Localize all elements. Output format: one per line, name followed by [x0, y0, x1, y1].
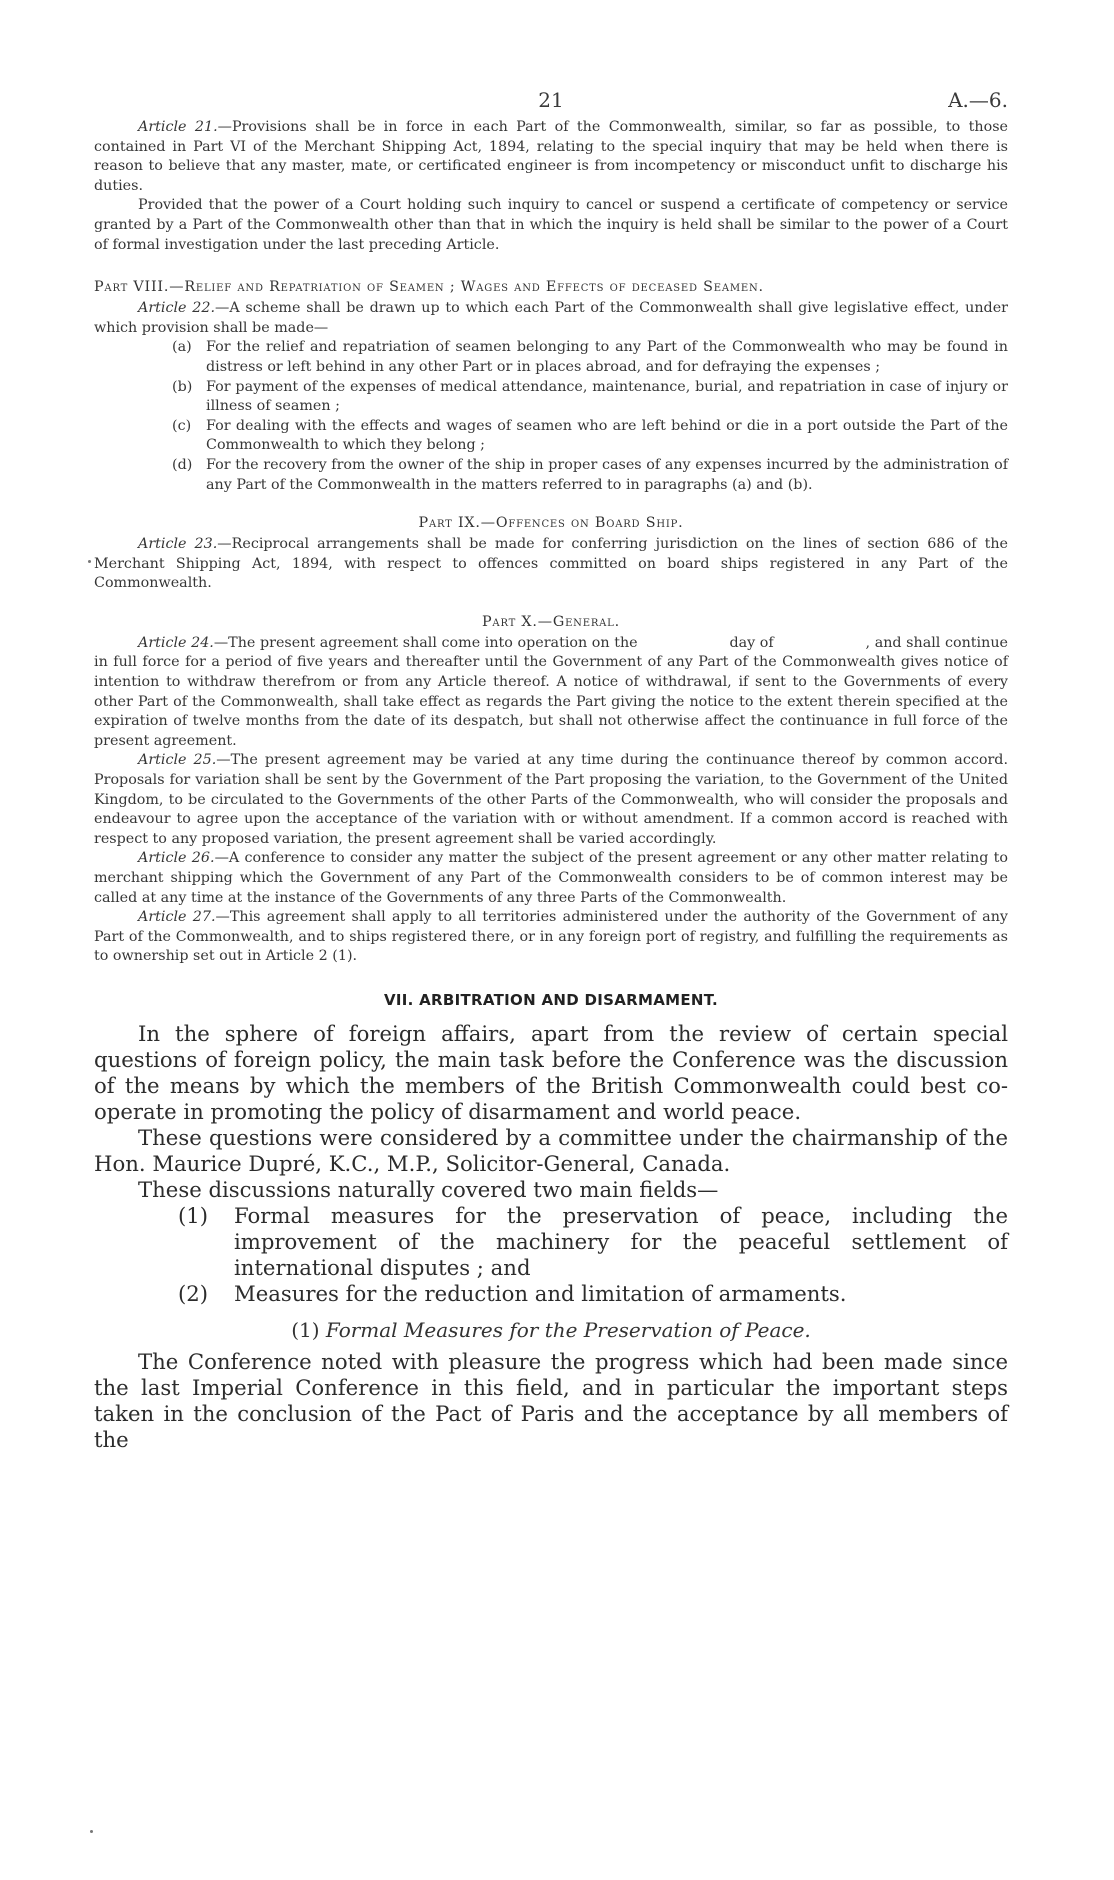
article-text: —Provisions shall be in force in each Part of the Commonwealth, similar, so far as possible, to those contained in Part VI of the Merchant Shipping Act, 1894, relating to the special inquiry that may be held when there is reason to believe that any master, mate, or certificated engineer is from incompetency or misconduct unfit to discharge his duties.: [94, 119, 1008, 194]
list-item: (a) For the relief and repatriation of seamen belonging to any Part of the Commonwealth who may be found in distress or left behind in any other Part or in places abroad, and for defraying the expenses ;: [172, 339, 1008, 375]
article-text: —Reciprocal arrangements shall be made for conferring jurisdiction on the lines of section 686 of the Merchant Shipping Act, 1894, with respect to offences committed on board ships registered in any Part of the Commonwealth.: [94, 536, 1008, 592]
article-text: —The present agreement may be varied at any time during the continuance thereof by common accord. Proposals for variation shall be sent by the Government of the Part proposing the variation, to the Government of the United Kingdom, to be circulated to the Governments of the other Parts of the Commonwealth, who will consider the proposals and endeavour to agree upon the acceptance of the variation with or without amendment. If a common accord is reached with respect to any proposed variation, the present agreement shall be varied accordingly.: [94, 752, 1008, 847]
article-label: Article 25.: [138, 752, 217, 769]
document-page: [94, 88, 1013, 1453]
list-item: (1) Formal measures for the preservation of peace, including the improvement of the machinery for the peaceful settlement of international disputes ; and: [178, 1202, 1008, 1280]
paragraph: These discussions naturally covered two main fields—: [138, 1176, 719, 1202]
article-text: —The present agreement shall come into operation on the day of , and shall continue in full force for a period of five years and thereafter until the Government of any Part of the Commonwealth gives notice of intention to withdraw therefrom or from any Article thereof. A notice of withdrawal, if sent to the Governments of every other Part of the Commonwealth, shall take effect as regards the Part giving the notice to the extent therein specified at the expiration of twelve months from the date of its despatch, but shall not otherwise affect the continuance in full force of the present agreement.: [94, 634, 1013, 749]
article-label: Article 26.: [138, 850, 215, 867]
article-25: [94, 751, 1008, 849]
subheading: (1) Formal Measures for the Preservation of Peace.: [291, 1317, 811, 1342]
paragraph: In the sphere of foreign affairs, apart from the review of certain special questions of foreign policy, the main task before the Conference was the discussion of the means by which the members of the British Commonwealth could best co-operate in promoting the policy of disarmament and world peace.: [94, 1020, 1008, 1124]
article-label: Article 27.: [138, 909, 216, 926]
article-26: [94, 849, 1008, 908]
list-item: (c) For dealing with the effects and wages of seamen who are left behind or die in a port outside the Part of the Commonwealth to which they belong ;: [172, 417, 1008, 454]
article-27: [94, 908, 1008, 967]
shipping-agreement-text: [94, 118, 1013, 967]
page-number: 21: [538, 88, 564, 112]
page-header: [94, 88, 1008, 118]
article-label: Article 22.: [138, 300, 216, 317]
list-item: (2) Measures for the reduction and limitation of armaments.: [178, 1280, 847, 1306]
article-label: Article 23.: [138, 536, 218, 553]
article-23: [94, 535, 1008, 594]
article-24: [94, 634, 1013, 752]
section-title: VII. ARBITRATION AND DISARMAMENT.: [383, 990, 719, 1009]
paragraph: The Conference noted with pleasure the progress which had been made since the last Imperial Conference in this field, and in particular the important steps taken in the conclusion of the Pact of Paris and the acceptance by all members of the: [94, 1348, 1008, 1452]
article-22-list: [94, 338, 1008, 495]
article-label: Article 21.: [138, 119, 218, 135]
article-22: [94, 299, 1008, 338]
article-21-proviso: Provided that the power of a Court holding such inquiry to cancel or suspend a certificate of competency or service granted by a Part of the Commonwealth other than that in which the inquiry is held shall be similar to the power of a Court of formal investigation under the last preceding Article.: [94, 197, 1008, 253]
article-label: Article 24.: [138, 634, 214, 651]
section-body: [94, 1021, 1008, 1453]
part-8-heading: Part VIII.—Relief and Repatriation of Seamen ; Wages and Effects of deceased Seamen.: [94, 279, 764, 296]
fields-list: [94, 1203, 1008, 1307]
paragraph: These questions were considered by a committee under the chairmanship of the Hon. Maurice Dupré, K.C., M.P., Solicitor-General, Canada.: [94, 1124, 1008, 1176]
margin-mark: [88, 560, 91, 563]
article-21: [94, 118, 1008, 196]
list-item: (b) For payment of the expenses of medical attendance, maintenance, burial, and repatriation in case of injury or illness of seamen ;: [172, 378, 1008, 415]
list-item: (d) For the recovery from the owner of the ship in proper cases of any expenses incurred by the administration of any Part of the Commonwealth in the matters referred to in paragraphs (a) and (b).: [172, 456, 1008, 493]
document-reference: A.—6.: [948, 88, 1008, 112]
margin-mark: [90, 1830, 93, 1833]
part-10-heading: Part X.—General.: [482, 613, 620, 630]
part-9-heading: Part IX.—Offences on Board Ship.: [418, 515, 684, 532]
article-text: —This agreement shall apply to all territories administered under the authority of the Government of any Part of the Commonwealth, and to ships registered there, or in any foreign port of registry, and fulfilling the requirements as to ownership set out in Article 2 (1).: [94, 909, 1008, 965]
article-text: —A scheme shall be drawn up to which each Part of the Commonwealth shall give legislative effect, under which provision shall be made—: [94, 300, 1008, 336]
article-text: —A conference to consider any matter the subject of the present agreement or any other matter relating to merchant shipping which the Government of any Part of the Commonwealth considers to be of common interest may be called at any time at the instance of the Governments of any three Parts of the Commonwealth.: [94, 850, 1008, 906]
